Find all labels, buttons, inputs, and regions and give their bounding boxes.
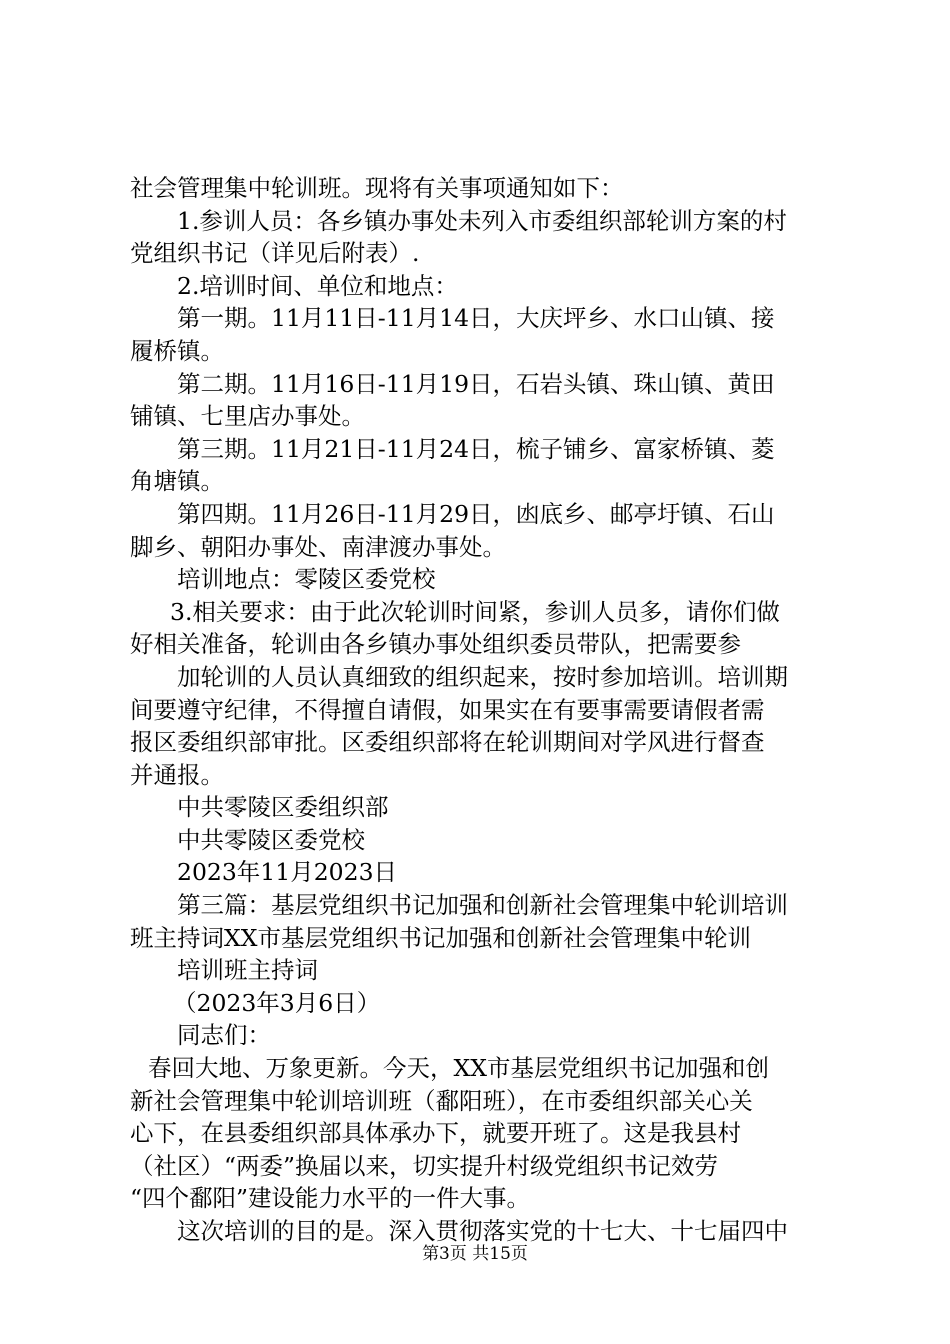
text-line: 这次培训的目的是。深入贯彻落实党的十七大、十七届四中 bbox=[177, 1217, 788, 1245]
text-line: 培训班主持词 bbox=[177, 956, 318, 985]
text-line: 3.相关要求：由于此次轮训时间紧，参训人员多，请你们做 bbox=[170, 597, 780, 626]
text-line: （社区）“两委”换届以来，切实提升村级党组织书记效劳 bbox=[130, 1151, 719, 1180]
section-heading-line: 第三篇：基层党组织书记加强和创新社会管理集中轮训培训 bbox=[177, 891, 788, 920]
text-line: “四个鄱阳”建设能力水平的一件大事。 bbox=[130, 1184, 531, 1213]
text-line: 培训地点：零陵区委党校 bbox=[177, 565, 436, 594]
text-line: （2023年3月6日） bbox=[173, 988, 381, 1017]
text-line: 加轮训的人员认真细致的组织起来，按时参加培训。培训期 bbox=[177, 662, 788, 691]
text-line: 角塘镇。 bbox=[130, 467, 224, 496]
text-line: 并通报。 bbox=[130, 760, 224, 789]
text-line: 脚乡、朝阳办事处、南津渡办事处。 bbox=[130, 532, 506, 561]
text-line: 铺镇、七里店办事处。 bbox=[130, 402, 365, 431]
text-line: 第四期。11月26日-11月29日，凼底乡、邮亭圩镇、石山 bbox=[177, 499, 775, 528]
signature-org-line: 中共零陵区委组织部 bbox=[177, 793, 389, 822]
signature-org-line: 中共零陵区委党校 bbox=[177, 825, 365, 854]
text-line: 第三期。11月21日-11月24日，梳子铺乡、富家桥镇、菱 bbox=[177, 434, 775, 463]
text-line: 1.参训人员：各乡镇办事处未列入市委组织部轮训方案的村 bbox=[177, 206, 787, 235]
text-line: 社会管理集中轮训班。现将有关事项通知如下： bbox=[130, 174, 624, 202]
text-line: 春回大地、万象更新。今天，XX市基层党组织书记加强和创 bbox=[148, 1054, 769, 1083]
signature-date-line: 2023年11月2023日 bbox=[177, 858, 398, 887]
page-number-footer: 第3页 共15页 bbox=[422, 1244, 528, 1264]
text-line: 2.培训时间、单位和地点： bbox=[177, 271, 458, 300]
text-line: 党组织书记（详见后附表）. bbox=[130, 239, 420, 268]
text-line: 第二期。11月16日-11月19日，石岩头镇、珠山镇、黄田 bbox=[177, 369, 775, 398]
text-line: 第一期。11月11日-11月14日，大庆坪乡、水口山镇、接 bbox=[177, 304, 775, 333]
text-line: 好相关准备，轮训由各乡镇办事处组织委员带队，把需要参 bbox=[130, 630, 741, 659]
text-line: 心下，在县委组织部具体承办下，就要开班了。这是我县村 bbox=[130, 1119, 741, 1148]
section-heading-line: 班主持词XX市基层党组织书记加强和创新社会管理集中轮训 bbox=[130, 923, 751, 952]
text-line: 同志们： bbox=[177, 1021, 271, 1050]
text-line: 报区委组织部审批。区委组织部将在轮训期间对学风进行督查 bbox=[130, 728, 765, 757]
text-line: 新社会管理集中轮训培训班（鄱阳班），在市委组织部关心关 bbox=[130, 1086, 753, 1115]
text-line: 履桥镇。 bbox=[130, 336, 224, 365]
text-line: 间要遵守纪律，不得擅自请假，如果实在有要事需要请假者需 bbox=[130, 695, 765, 724]
document-body bbox=[130, 172, 835, 1248]
